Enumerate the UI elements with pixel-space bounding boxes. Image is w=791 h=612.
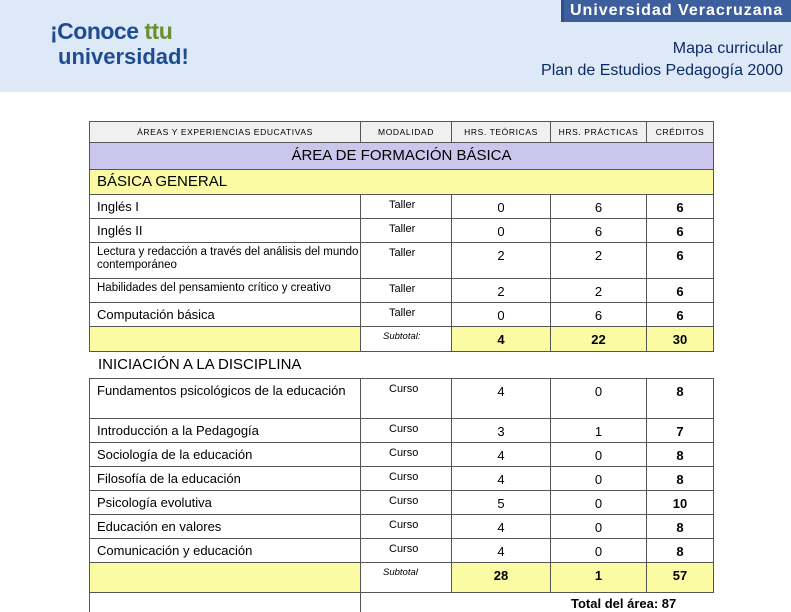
subtotal-row [89,327,714,352]
table-row [89,515,714,539]
course-theory-hours: 3 [452,419,551,443]
subtotal-blank [89,327,361,352]
course-practice-hours: 0 [551,539,647,563]
subtotal-label: Subtotal [361,563,452,593]
logo-mark: ttu [144,18,173,44]
course-modality: Curso [361,443,452,467]
table-row [89,219,714,243]
logo-text-prefix: ¡Conoce [50,18,145,44]
title-line-2: Plan de Estudios Pedagogía 2000 [541,62,783,79]
table-row [89,419,714,443]
course-credits: 6 [647,243,714,279]
course-practice-hours: 1 [551,419,647,443]
table-row [89,378,714,419]
subtotal-label: Subtotal: [361,327,452,352]
course-credits: 6 [647,219,714,243]
group-title: BÁSICA GENERAL [89,170,714,195]
course-name: Fundamentos psicológicos de la educación [89,379,361,419]
course-practice-hours: 0 [551,515,647,539]
title-line-1: Mapa curricular [672,40,783,57]
course-credits: 6 [647,195,714,219]
course-credits: 10 [647,491,714,515]
group-title: INICIACIÓN A LA DISCIPLINA [98,356,302,373]
course-practice-hours: 2 [551,279,647,303]
course-credits: 8 [647,379,714,419]
course-name: Inglés II [89,219,361,243]
course-name: Comunicación y educación [89,539,361,563]
course-modality: Curso [361,379,452,419]
subtotal-theory: 4 [452,327,551,352]
course-modality: Curso [361,539,452,563]
course-theory-hours: 5 [452,491,551,515]
course-practice-hours: 6 [551,195,647,219]
table-row [89,491,714,515]
university-banner [561,0,791,22]
column-header-creditos: CRÉDITOS [647,121,714,143]
subtotal-theory: 28 [452,563,551,593]
table-row [89,303,714,327]
subtotal-blank [89,563,361,593]
total-blank [89,593,361,612]
table-row [89,195,714,219]
course-credits: 8 [647,443,714,467]
course-credits: 8 [647,539,714,563]
course-theory-hours: 2 [452,243,551,279]
course-modality: Curso [361,491,452,515]
course-practice-hours: 2 [551,243,647,279]
course-theory-hours: 4 [452,515,551,539]
subtotal-credits: 57 [647,563,714,593]
course-practice-hours: 0 [551,491,647,515]
course-practice-hours: 0 [551,443,647,467]
course-theory-hours: 4 [452,379,551,419]
course-practice-hours: 0 [551,467,647,491]
course-modality: Taller [361,279,452,303]
course-modality: Taller [361,243,452,279]
table-row [89,539,714,563]
university-name: Universidad Veracruzana [564,0,791,22]
course-credits: 6 [647,279,714,303]
area-title: ÁREA DE FORMACIÓN BÁSICA [89,143,714,170]
course-theory-hours: 0 [452,219,551,243]
subtotal-practice: 1 [551,563,647,593]
course-practice-hours: 6 [551,303,647,327]
course-theory-hours: 0 [452,303,551,327]
course-modality: Curso [361,467,452,491]
course-modality: Taller [361,195,452,219]
table-row [89,243,714,279]
column-header-modalidad: MODALIDAD [361,121,452,143]
course-name: Habilidades del pensamiento crítico y creativo [89,279,361,303]
table-row [89,467,714,491]
course-credits: 8 [647,467,714,491]
course-name: Psicología evolutiva [89,491,361,515]
area-total: Total del área: 87 [571,596,677,611]
logo-text-universidad: universidad! [58,44,189,69]
course-credits: 8 [647,515,714,539]
course-theory-hours: 4 [452,443,551,467]
course-name: Lectura y redacción a través del análisis del mundo contemporáneo [89,243,361,279]
course-modality: Taller [361,303,452,327]
course-name: Sociología de la educación [89,443,361,467]
course-name: Filosofía de la educación [89,467,361,491]
table-header-row [89,121,714,143]
table-row [89,443,714,467]
course-credits: 7 [647,419,714,443]
course-name: Educación en valores [89,515,361,539]
course-practice-hours: 6 [551,219,647,243]
course-modality: Curso [361,515,452,539]
course-theory-hours: 4 [452,539,551,563]
subtotal-practice: 22 [551,327,647,352]
course-modality: Taller [361,219,452,243]
column-header-practicas: HRS. PRÁCTICAS [551,121,647,143]
course-modality: Curso [361,419,452,443]
course-theory-hours: 2 [452,279,551,303]
course-practice-hours: 0 [551,379,647,419]
subtotal-row [89,563,714,593]
course-name: Inglés I [89,195,361,219]
subtotal-credits: 30 [647,327,714,352]
page-title [541,38,783,82]
course-credits: 6 [647,303,714,327]
column-header-teoricas: HRS. TEÓRICAS [452,121,551,143]
column-header-areas: ÁREAS Y EXPERIENCIAS EDUCATIVAS [89,121,361,143]
course-theory-hours: 0 [452,195,551,219]
course-name: Introducción a la Pedagogía [89,419,361,443]
table-row [89,279,714,303]
conoce-tu-universidad-logo [50,16,200,72]
course-theory-hours: 4 [452,467,551,491]
course-name: Computación básica [89,303,361,327]
